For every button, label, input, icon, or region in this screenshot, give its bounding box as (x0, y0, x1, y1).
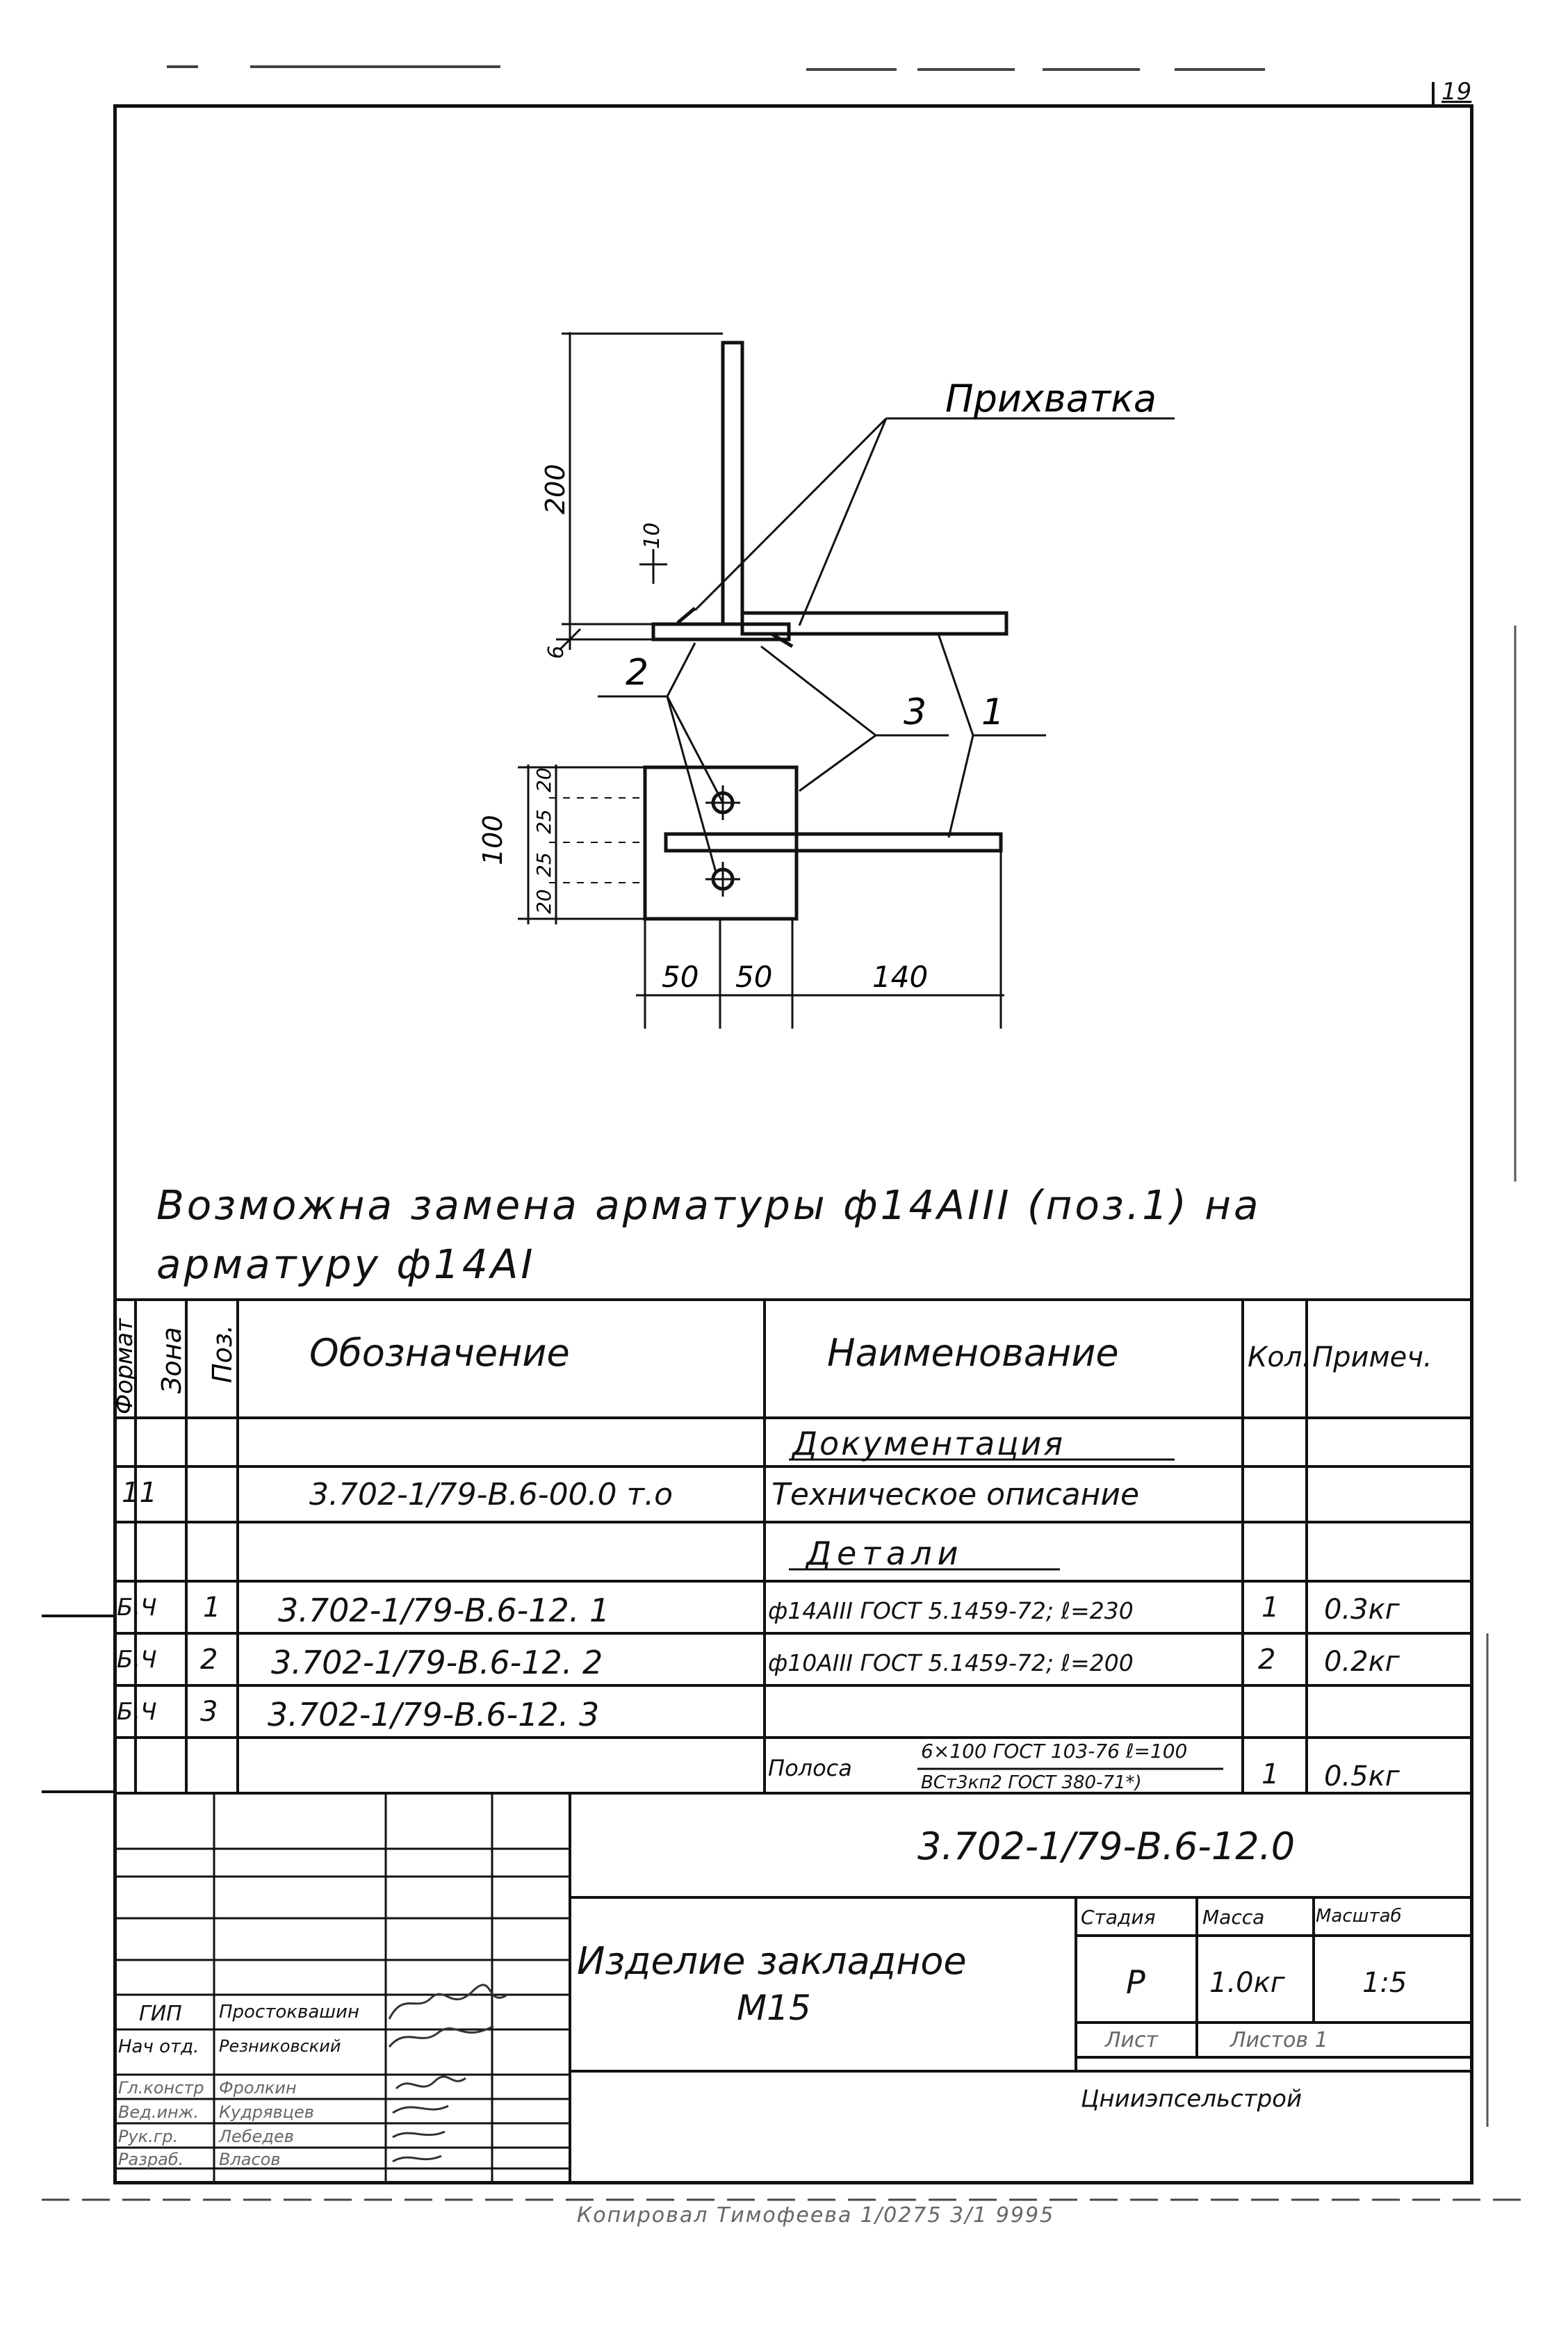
header-zone: Зона (156, 1327, 187, 1394)
header-note: Примеч. (1312, 1341, 1432, 1373)
role-2-name: Резниковский (219, 2036, 341, 2056)
dim-25-bot: 25 (532, 852, 555, 877)
row3-name-prefix: Полоса (768, 1755, 852, 1781)
signature-5 (393, 2132, 445, 2137)
mass-label: Масса (1202, 1906, 1265, 1929)
stage-value: Р (1126, 1963, 1145, 2001)
row3-name-bottom: ВСт3кп2 ГОСТ 380-71*) (921, 1772, 1142, 1793)
header-qty: Кол. (1248, 1341, 1312, 1373)
row2-qty: 2 (1258, 1644, 1276, 1676)
signature-6 (393, 2156, 441, 2162)
row1-format: Б.Ч (117, 1594, 157, 1621)
signature-1 (389, 1985, 507, 2019)
sheets-label: Листов 1 (1230, 2028, 1328, 2052)
row1-pos: 1 (203, 1592, 221, 1624)
doc-row-name: Техническое описание (771, 1477, 1140, 1512)
section-parts: Детали (806, 1535, 964, 1572)
signature-3 (396, 2077, 466, 2089)
dim-20-bot: 20 (532, 889, 555, 914)
note-line-2: арматуру ф14АI (156, 1241, 536, 1288)
dim-200: 200 (540, 464, 571, 514)
pos-2-label: 2 (626, 652, 649, 694)
header-designation: Обозначение (309, 1331, 570, 1375)
dim-10: 10 (640, 522, 664, 549)
mass-value: 1.0кг (1209, 1967, 1285, 1999)
role-5-name: Лебедев (219, 2127, 294, 2146)
role-1: ГИП (139, 2002, 182, 2026)
row3-designation: 3.702-1/79-В.6-12. 3 (268, 1696, 600, 1733)
row3-format: Б.Ч (117, 1698, 157, 1726)
section-documentation: Документация (792, 1425, 1065, 1462)
row1-designation: 3.702-1/79-В.6-12. 1 (278, 1592, 610, 1629)
sheet-number: 19 (1442, 78, 1472, 106)
title-item-mark: М15 (737, 1988, 811, 2028)
stage-label: Стадия (1081, 1906, 1156, 1929)
row2-note: 0.2кг (1324, 1646, 1400, 1678)
role-5: Рук.гр. (118, 2127, 179, 2146)
copy-footer: Копировал Тимофеева 1/0275 3/1 9995 (577, 2203, 1055, 2228)
doc-row-designation: 3.702-1/79-В.6-00.0 т.о (309, 1477, 673, 1512)
role-6: Разраб. (118, 2150, 184, 2169)
header-format: Формат (111, 1318, 138, 1414)
row2-format: Б.Ч (117, 1646, 157, 1674)
row3-qty: 1 (1261, 1758, 1280, 1790)
role-2: Нач отд. (118, 2036, 199, 2057)
row1-note: 0.3кг (1324, 1594, 1400, 1626)
signature-4 (393, 2106, 448, 2113)
dim-6: 6 (544, 645, 569, 659)
role-1-name: Простоквашин (219, 2002, 359, 2023)
header-name: Наименование (827, 1331, 1119, 1375)
pos-1-label: 1 (981, 692, 1005, 733)
scale-value: 1:5 (1362, 1967, 1407, 1999)
row2-designation: 3.702-1/79-В.6-12. 2 (271, 1644, 603, 1681)
title-item-name: Изделие закладное (577, 1939, 967, 1983)
row3-pos: 3 (200, 1696, 218, 1728)
row2-pos: 2 (200, 1644, 218, 1676)
row1-qty: 1 (1261, 1592, 1280, 1624)
role-3-name: Фролкин (219, 2078, 297, 2098)
doc-row-format: 11 (122, 1477, 157, 1509)
dim-50-left: 50 (662, 960, 699, 994)
title-code: 3.702-1/79-В.6-12.0 (917, 1824, 1296, 1868)
dim-25-top: 25 (532, 809, 555, 834)
row3-note: 0.5кг (1324, 1760, 1400, 1792)
dim-50-right: 50 (735, 960, 773, 994)
pos-3-label: 3 (904, 692, 927, 733)
role-6-name: Власов (219, 2150, 281, 2169)
sheet-label: Лист (1105, 2028, 1159, 2052)
dim-20-top: 20 (532, 767, 555, 792)
dim-140: 140 (872, 960, 929, 994)
row3-name-top: 6×100 ГОСТ 103-76 ℓ=100 (921, 1740, 1188, 1763)
note-line-1: Возможна замена арматуры ф14АIII (поз.1) на (156, 1182, 1261, 1229)
role-4-name: Кудрявцев (219, 2102, 314, 2122)
organization: Цнииэпсельстрой (1081, 2085, 1302, 2113)
role-4: Вед.инж. (118, 2102, 199, 2122)
header-pos: Поз. (207, 1324, 238, 1383)
scale-label: Масштаб (1316, 1906, 1402, 1927)
dim-100: 100 (477, 815, 508, 865)
row2-name: ф10АIII ГОСТ 5.1459-72; ℓ=200 (768, 1649, 1134, 1676)
callout-tack-weld: Прихватка (945, 377, 1157, 420)
row1-name: ф14АIII ГОСТ 5.1459-72; ℓ=230 (768, 1597, 1134, 1624)
role-3: Гл.констр (118, 2078, 204, 2098)
